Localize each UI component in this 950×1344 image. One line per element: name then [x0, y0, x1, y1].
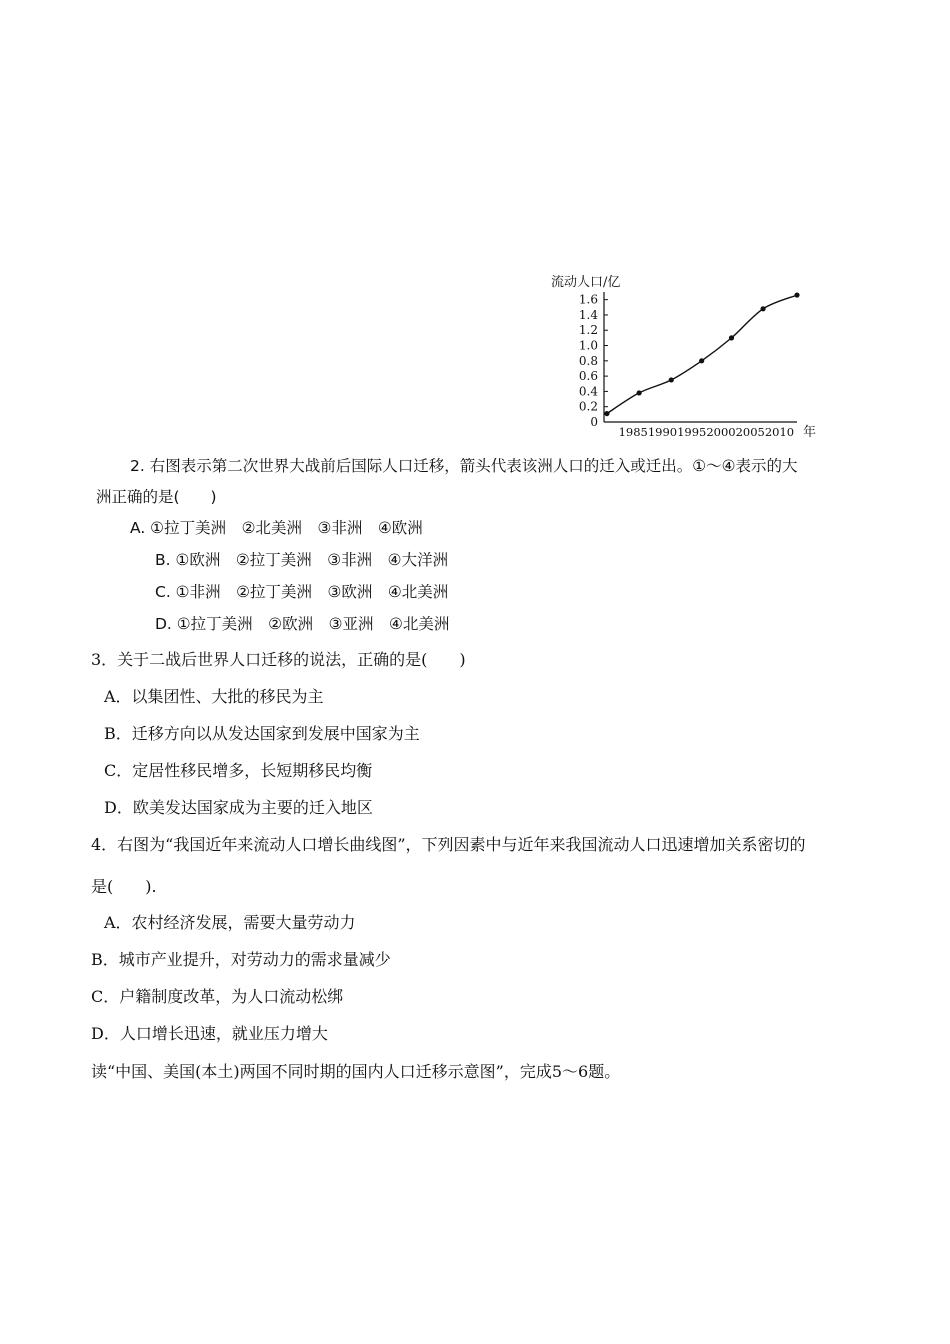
y-tick-label: 1.4 [578, 307, 598, 322]
q2-stem-line1: 2. 右图表示第二次世界大战前后国际人口迁移，箭头代表该洲人口的迁入或迁出。①～④表示的大 [130, 457, 798, 475]
data-point [729, 335, 734, 340]
x-axis-ticks [619, 425, 794, 439]
x-tick-label: 2005 [735, 425, 765, 439]
q3-option-c: C．定居性移民增多，长短期移民均衡 [104, 761, 373, 780]
x-tick-label: 1990 [647, 425, 678, 439]
y-tick-label: 0.4 [578, 384, 598, 399]
q4-stem-line2: 是( ). [91, 877, 157, 896]
x-tick-label: 2000 [706, 425, 736, 439]
q3-option-b: B．迁移方向以从发达国家到发展中国家为主 [104, 724, 420, 743]
q4-option-c: C．户籍制度改革，为人口流动松绑 [91, 987, 344, 1006]
y-axis-label: 流动人口/亿 [551, 275, 621, 290]
q4-stem-line1: 4．右图为“我国近年来流动人口增长曲线图”，下列因素中与近年来我国流动人口迅速增加关系密切的 [91, 835, 806, 854]
x-tick-label: 1995 [677, 425, 707, 439]
data-point [669, 377, 674, 382]
y-tick-label: 1.6 [578, 292, 598, 307]
q2-stem-line2: 洲正确的是( ) [96, 488, 217, 506]
q2-option-b: B. ①欧洲 ②拉丁美洲 ③非洲 ④大洋洲 [155, 551, 449, 569]
x-tick-label: 1985 [618, 425, 648, 439]
data-point [760, 306, 765, 311]
y-tick-label: 0.6 [578, 369, 598, 384]
q5-6-intro: 读“中国、美国(本土)两国不同时期的国内人口迁移示意图”，完成5～6题。 [91, 1062, 621, 1081]
q4-option-a: A．农村经济发展，需要大量劳动力 [104, 913, 356, 932]
y-tick-label: 0.2 [578, 399, 598, 414]
q3-option-a: A．以集团性、大批的移民为主 [104, 687, 324, 706]
q2-option-c: C. ①非洲 ②拉丁美洲 ③欧洲 ④北美洲 [155, 583, 449, 601]
q3-stem: 3．关于二战后世界人口迁移的说法，正确的是( ) [91, 650, 466, 669]
y-tick-label: 1.0 [578, 338, 598, 353]
population-series-line [607, 295, 797, 414]
data-point [794, 292, 799, 297]
q2-option-d: D. ①拉丁美洲 ②欧洲 ③亚洲 ④北美洲 [155, 615, 450, 633]
data-point [604, 411, 609, 416]
q4-option-d: D．人口增长迅速，就业压力增大 [91, 1024, 328, 1043]
data-point [699, 358, 704, 363]
y-tick-label: 1.2 [578, 323, 598, 338]
q2-option-a: A. ①拉丁美洲 ②北美洲 ③非洲 ④欧洲 [130, 519, 423, 537]
data-point [636, 390, 641, 395]
y-tick-label: 0 [590, 415, 598, 429]
x-tick-label: 2010 [764, 425, 795, 439]
floating-population-chart [545, 270, 825, 445]
q3-option-d: D．欧美发达国家成为主要的迁入地区 [104, 798, 373, 817]
y-tick-label: 0.8 [578, 353, 598, 368]
data-points [604, 292, 799, 416]
q4-option-b: B．城市产业提升，对劳动力的需求量减少 [91, 950, 391, 969]
x-axis-label: 年 [803, 425, 817, 440]
